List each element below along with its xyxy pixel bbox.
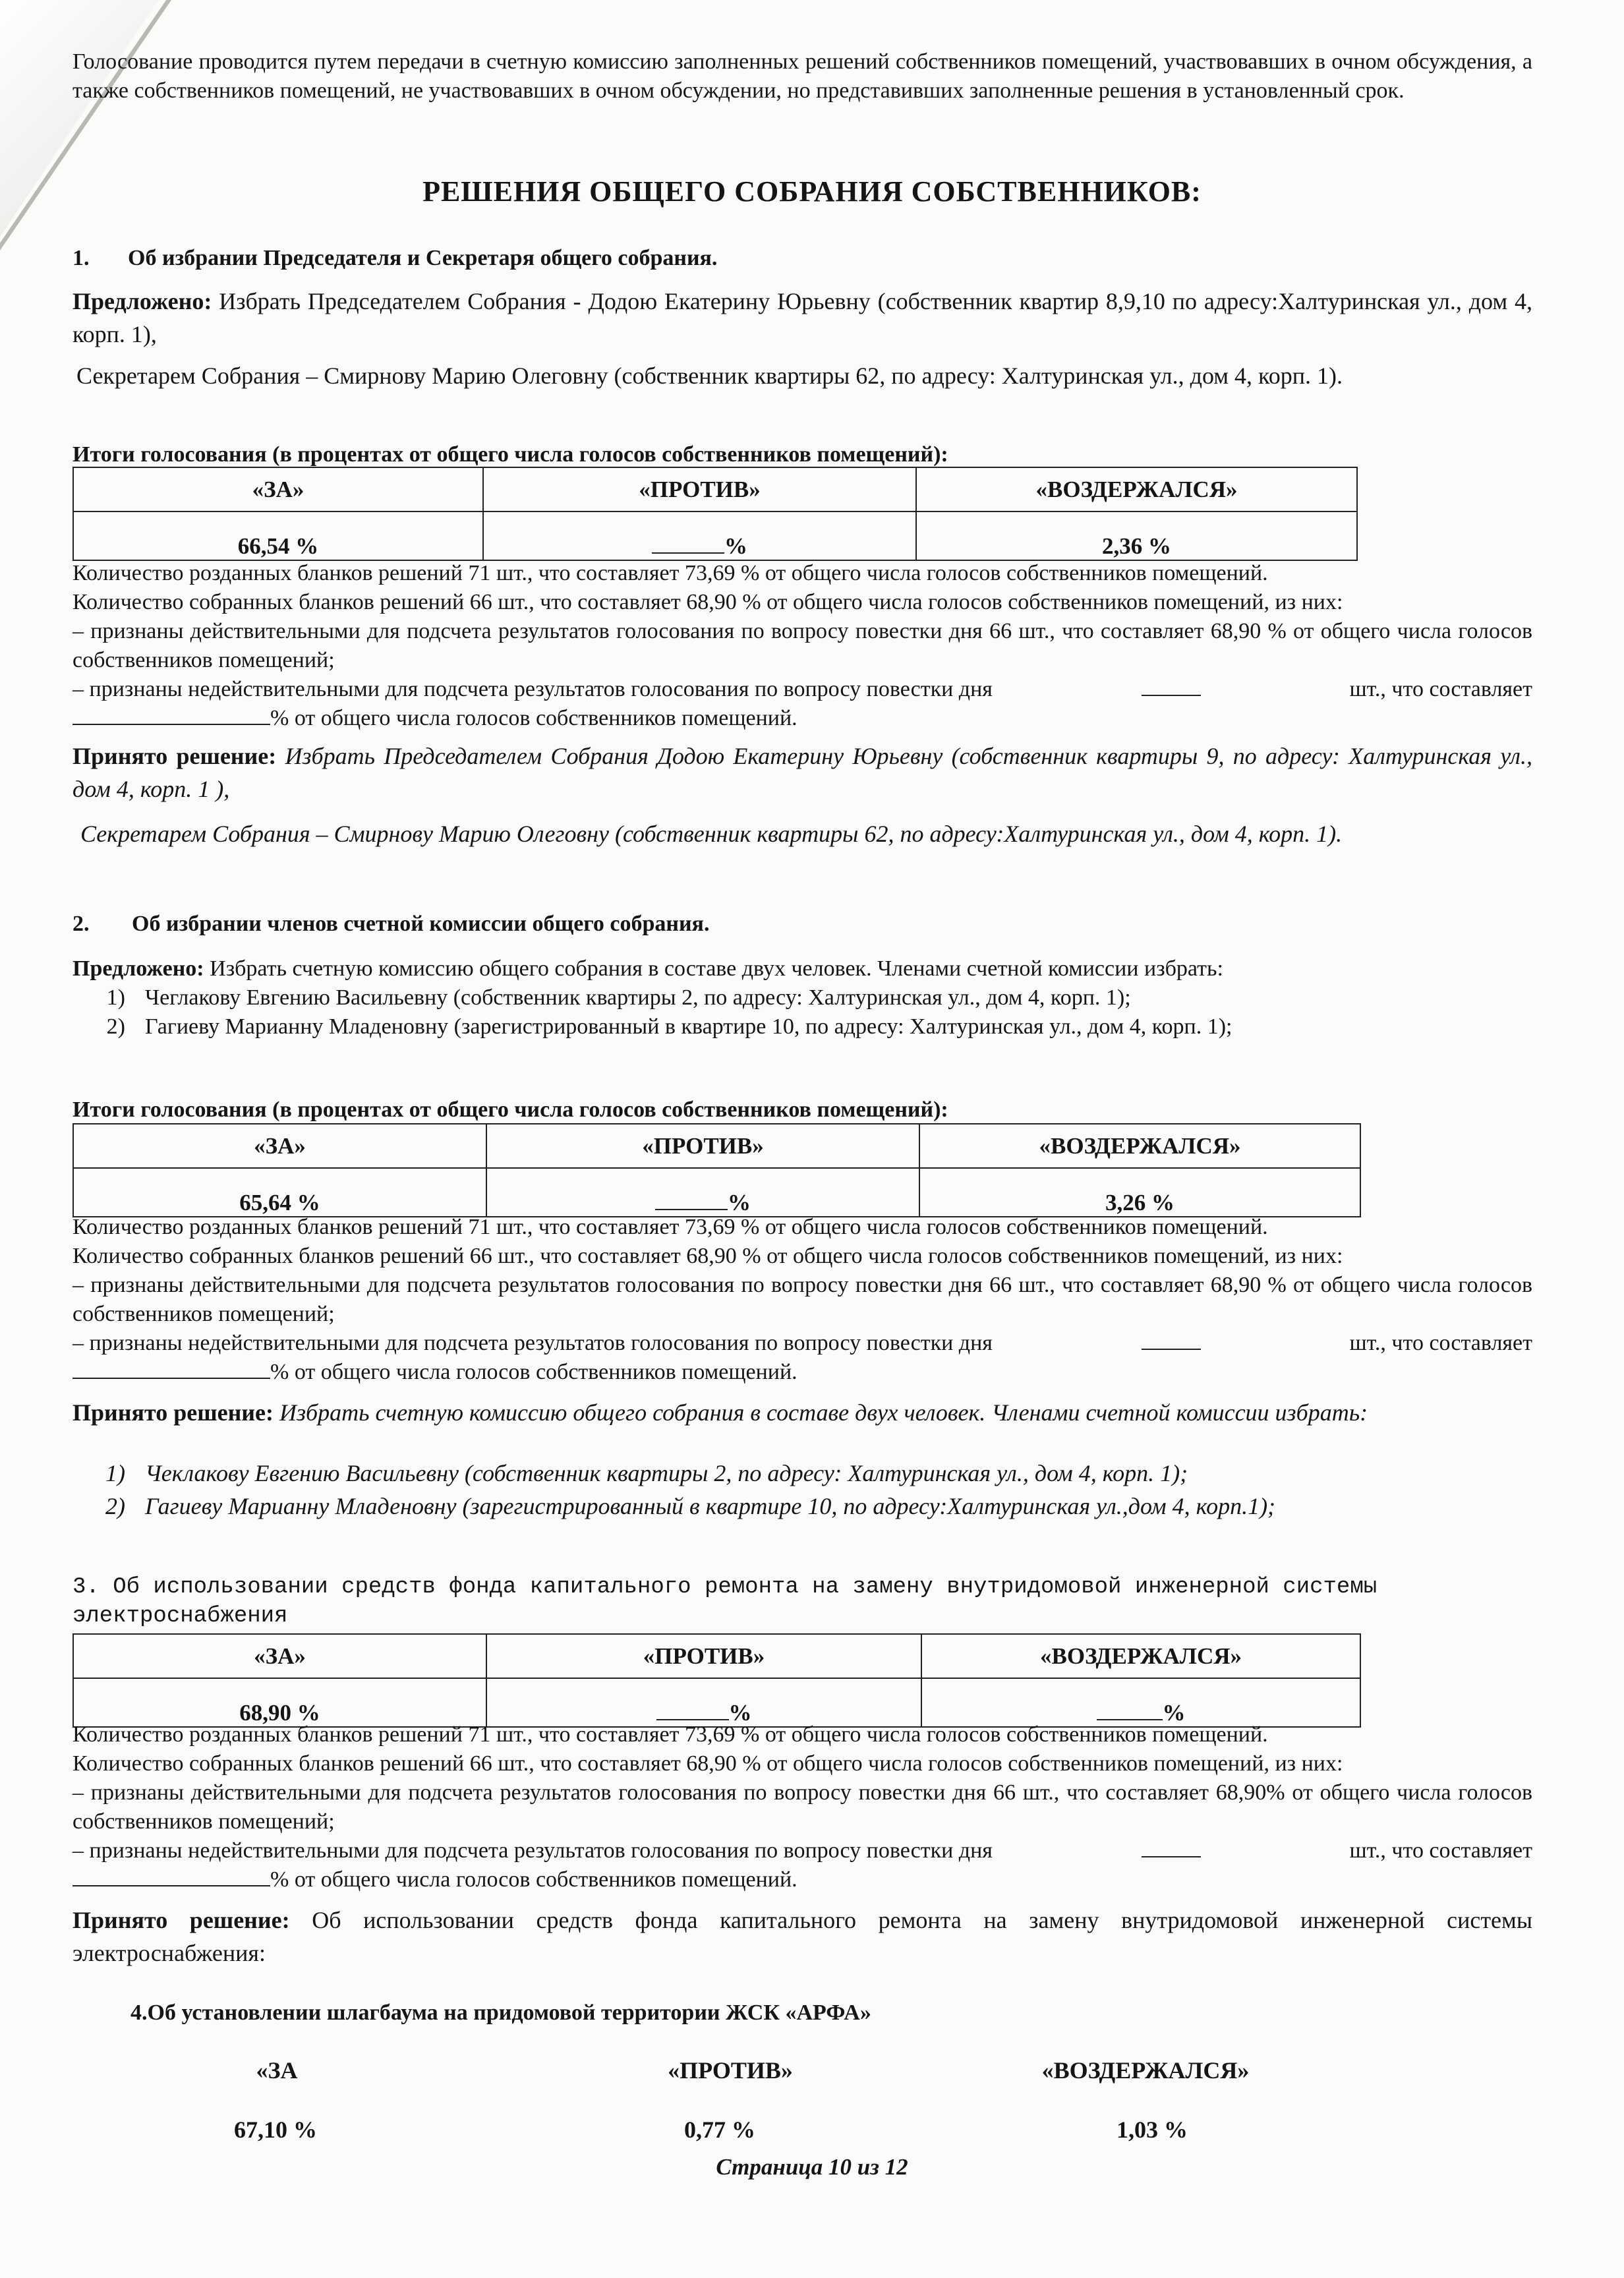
- q1-heading: [72, 244, 1532, 273]
- q2-number: 2.: [72, 912, 90, 936]
- q1-line-collected: Количество собранных бланков решений 66 шт., что составляет 68,90 % от общего числа голосов собственников помещений, из них:: [72, 590, 1343, 614]
- q2-heading: [72, 910, 1532, 939]
- q2-head-against: «ПРОТИВ»: [486, 1124, 919, 1168]
- q1-decision: [72, 740, 1532, 805]
- document-title: РЕШЕНИЯ ОБЩЕГО СОБРАНИЯ СОБСТВЕННИКОВ:: [422, 175, 1202, 208]
- q2-proposed: [72, 954, 1532, 1041]
- q1-counts: [72, 559, 1532, 733]
- q1-results-heading: Итоги голосования (в процентах от общего числа голосов собственников помещений):: [72, 442, 948, 467]
- q4-val-abstain: 1,03 %: [1116, 2117, 1188, 2143]
- q2-counts: [72, 1213, 1532, 1387]
- q1-decision-secretary: Секретарем Собрания – Смирнову Марию Олеговну (собственник квартиры 62, по адресу:Халтуринская ул., дом 4, корп. 1).: [80, 821, 1343, 847]
- q1-proposed-label: Предложено:: [72, 288, 212, 314]
- q2-decision-item-2: 2) Гагиеву Марианну Младеновну (зарегистрированный в квартире 10, по адресу:Халтуринская ул.,дом 4, корп.1);: [105, 1493, 1276, 1519]
- q1-line-invalid-2: % от общего числа голосов собственников помещений.: [72, 704, 1532, 733]
- q1-line-valid: – признаны действительными для подсчета результатов голосования по вопросу повестки дня 66 шт., что составляет 68,90 % от общего числа голосов собственников помещений;: [72, 619, 1532, 672]
- q3-decision-label: Принято решение:: [72, 1907, 290, 1933]
- q2-proposed-text: Избрать счетную комиссию общего собрания в составе двух человек. Членами счетной комиссии избрать:: [204, 956, 1223, 981]
- q2-line-invalid: – признаны недействительными для подсчета результатов голосования по вопросу повестки дня шт., что составляет: [72, 1329, 1532, 1358]
- q3-heading: 3. Об использовании средств фонда капитального ремонта на замену внутридомовой инженерной системы электроснабжения: [72, 1575, 1378, 1629]
- q3-head-abstain: «ВОЗДЕРЖАЛСЯ»: [921, 1634, 1360, 1678]
- q2-heading-text: Об избрании членов счетной комиссии общего собрания.: [132, 912, 710, 936]
- q1-proposed-secretary: Секретарем Собрания – Смирнову Марию Олеговну (собственник квартиры 62, по адресу: Халтуринская ул., дом 4, корп. 1).: [76, 363, 1343, 389]
- q3-val-against: %: [486, 1678, 921, 1727]
- q3-val-for: 68,90 %: [73, 1678, 486, 1727]
- q2-results-table: [72, 1123, 1361, 1217]
- q2-results-heading: Итоги голосования (в процентах от общего числа голосов собственников помещений):: [72, 1097, 948, 1122]
- q3-decision-text: Об использовании средств фонда капитального ремонта на замену внутридомовой инженерной системы электроснабжения:: [72, 1907, 1533, 1966]
- q1-head-for: «ЗА»: [73, 467, 483, 511]
- q2-line-collected: Количество собранных бланков решений 66 шт., что составляет 68,90 % от общего числа голосов собственников помещений, из них:: [72, 1244, 1343, 1268]
- q4-heading: 4.Об установлении шлагбаума на придомовой территории ЖСК «АРФА»: [130, 2001, 871, 2025]
- q2-decision-label: Принято решение:: [72, 1399, 274, 1426]
- q1-val-against: %: [483, 511, 916, 560]
- q2-line-distributed: Количество розданных бланков решений 71 шт., что составляет 73,69 % от общего числа голосов собственников помещений.: [72, 1215, 1268, 1239]
- intro-paragraph: Голосование проводится путем передачи в счетную комиссию заполненных решений собственников помещений, участвовавших в очном обсуждения, а также собственников помещений, не участвовавших в очном обсуждении, но представивших заполненные решения в установленный срок.: [72, 49, 1532, 103]
- q3-line-collected: Количество собранных бланков решений 66 шт., что составляет 68,90 % от общего числа голосов собственников помещений, из них:: [72, 1751, 1343, 1776]
- q3-val-abstain: %: [921, 1678, 1360, 1727]
- q2-decision-items: [72, 1457, 1532, 1523]
- q2-line-valid: – признаны действительными для подсчета результатов голосования по вопросу повестки дня 66 шт., что составляет 68,90 % от общего числа голосов собственников помещений;: [72, 1273, 1532, 1326]
- q4-head-against: «ПРОТИВ»: [668, 2057, 793, 2084]
- q1-decision-text: Избрать Председателем Собрания Додою Екатерину Юрьевну (собственник квартиры 9, по адресу: Халтуринская ул., дом 4, корп. 1 ),: [72, 743, 1532, 802]
- q2-decision: [72, 1396, 1532, 1429]
- q3-head-for: «ЗА»: [73, 1634, 486, 1678]
- q4-head-for: «ЗА: [256, 2057, 298, 2084]
- q3-line-distributed: Количество розданных бланков решений 71 шт., что составляет 73,69 % от общего числа голосов собственников помещений.: [72, 1722, 1268, 1747]
- q2-val-for: 65,64 %: [73, 1168, 486, 1217]
- q1-results-table: [72, 467, 1358, 561]
- q1-line-invalid: – признаны недействительными для подсчета результатов голосования по вопросу повестки дня шт., что составляет: [72, 675, 1532, 704]
- q2-head-for: «ЗА»: [73, 1124, 486, 1168]
- q3-line-invalid-2: % от общего числа голосов собственников помещений.: [72, 1865, 1532, 1894]
- q1-val-for: 66,54 %: [73, 511, 483, 560]
- q1-line-distributed: Количество розданных бланков решений 71 шт., что составляет 73,69 % от общего числа голосов собственников помещений.: [72, 561, 1268, 585]
- q2-item-2: 2) Гагиеву Марианну Младеновну (зарегистрированный в квартире 10, по адресу: Халтуринская ул., дом 4, корп. 1);: [106, 1014, 1232, 1039]
- q1-decision-label: Принято решение:: [72, 743, 277, 769]
- q2-decision-item-1: 1) Чеклакову Евгению Васильевну (собственник квартиры 2, по адресу: Халтуринская ул., дом 4, корп. 1);: [105, 1460, 1188, 1486]
- q2-item-1: 1) Чеглакову Евгению Васильевну (собственник квартиры 2, по адресу: Халтуринская ул., дом 4, корп. 1);: [106, 985, 1131, 1010]
- q1-proposed: [72, 285, 1532, 351]
- q2-val-abstain: 3,26 %: [919, 1168, 1360, 1217]
- q2-head-abstain: «ВОЗДЕРЖАЛСЯ»: [919, 1124, 1360, 1168]
- q1-number: 1.: [72, 246, 90, 270]
- q3-decision: [72, 1904, 1532, 1970]
- q1-heading-text: Об избрании Председателя и Секретаря общего собрания.: [128, 246, 718, 270]
- q1-head-abstain: «ВОЗДЕРЖАЛСЯ»: [916, 467, 1357, 511]
- q2-decision-text: Избрать счетную комиссию общего собрания в составе двух человек. Членами счетной комиссии избрать:: [274, 1399, 1368, 1426]
- q2-line-invalid-2: % от общего числа голосов собственников помещений.: [72, 1358, 1532, 1387]
- q4-val-against: 0,77 %: [684, 2117, 755, 2143]
- q4-head-abstain: «ВОЗДЕРЖАЛСЯ»: [1041, 2057, 1250, 2084]
- q3-counts: [72, 1720, 1532, 1894]
- q1-proposed-text: Избрать Председателем Собрания - Додою Екатерину Юрьевну (собственник квартир 8,9,10 по адресу:Халтуринская ул., дом 4, корп. 1),: [72, 288, 1532, 347]
- q3-results-table: [72, 1633, 1361, 1728]
- q3-line-invalid: – признаны недействительными для подсчета результатов голосования по вопросу повестки дня шт., что составляет: [72, 1836, 1532, 1865]
- q2-proposed-label: Предложено:: [72, 956, 204, 981]
- q1-head-against: «ПРОТИВ»: [483, 467, 916, 511]
- q4-val-for: 67,10 %: [234, 2117, 317, 2143]
- q1-val-abstain: 2,36 %: [916, 511, 1357, 560]
- q2-val-against: %: [486, 1168, 919, 1217]
- q3-head-against: «ПРОТИВ»: [486, 1634, 921, 1678]
- page-footer: Страница 10 из 12: [716, 2154, 908, 2180]
- q3-line-valid: – признаны действительными для подсчета результатов голосования по вопросу повестки дня 66 шт., что составляет 68,90% от общего числа голосов собственников помещений;: [72, 1780, 1532, 1834]
